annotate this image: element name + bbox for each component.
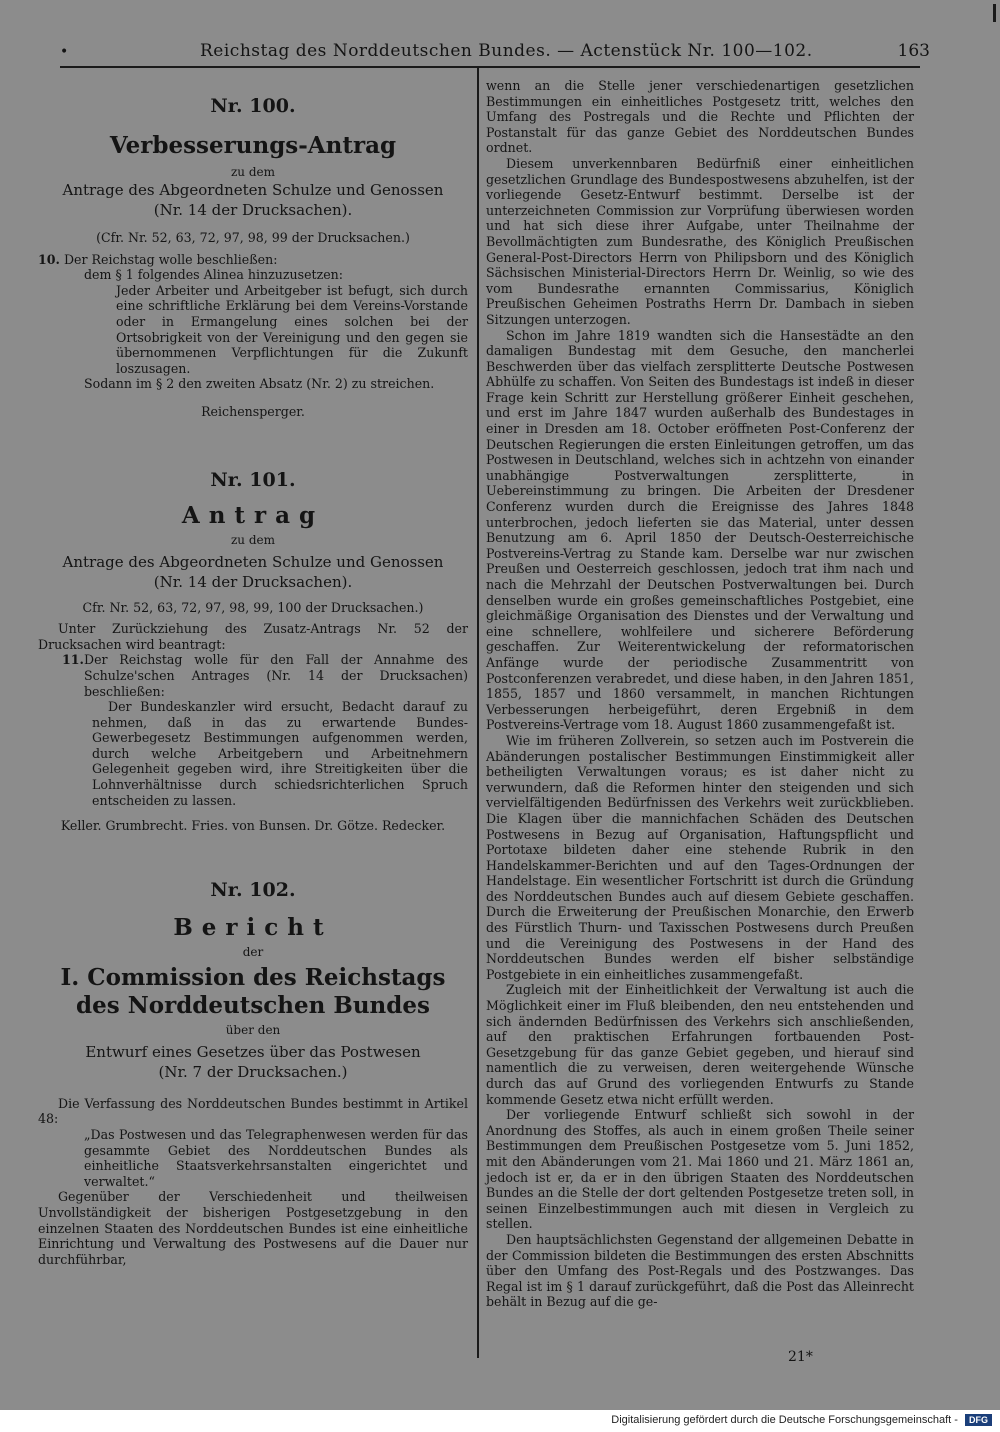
credit-text: Digitalisierung gefördert durch die Deutsche Forschungsgemeinschaft - bbox=[611, 1414, 958, 1426]
paragraph: Diesem unverkennbaren Bedürfniß einer einheitlichen gesetzlichen Grundlage des Bundespostwesens abzuhelfen, ist der vorliegende Gesetz-Entwurf bestimmt. Derselbe ist der unterzeichneten Commission zur Vorprüfung überwiesen worden und hat sich diese ihrer Aufgabe, unter Theilnahme der Bevollmächtigten zum Bundesrathe, des Königlich Preußischen General-Post-Directors Herrn von Philipsborn und des Königlich Sächsischen Ministerial-Directors Herrn Dr. Weinlig, so wie des vom Bundesrathe ernannten Commissarius, Königlich Preußischen Geheimen Postraths Herrn Dr. Dambach in sieben Sitzungen unterzogen. bbox=[486, 155, 914, 327]
dfg-logo: DFG bbox=[965, 1414, 992, 1426]
section-cfr: (Cfr. Nr. 52, 63, 72, 97, 98, 99 der Drucksachen.) bbox=[96, 230, 410, 245]
intro-paragraph: Unter Zurückziehung des Zusatz-Antrags Nr. 52 der Drucksachen wird beantragt: bbox=[38, 621, 468, 652]
header-marker: • bbox=[60, 44, 69, 60]
section-nr-102 bbox=[38, 878, 468, 1268]
quote: „Das Postwesen und das Telegraphenwesen werden für das gesammte Gebiet des Norddeutschen Bundes als einheitliche Staatsverkehrsanstalten eingerichtet und verwaltet.“ bbox=[84, 1127, 468, 1189]
paragraph: Der vorliegende Entwurf schließt sich sowohl in der Anordnung des Stoffes, als auch in einem großen Theile seiner Bestimmungen dem Preußischen Postgesetze vom 5. Juni 1852, mit den Abänderungen vom 21. Mai 1860 und 21. März 1861 an, jedoch ist er, da er in den übrigen Staaten des Norddeutschen Bundes an die Stelle der dort geltenden Postgesetze treten soll, in seinen Einzelbestimmungen auch mit diesen in Vergleich zu stellen. bbox=[486, 1107, 914, 1232]
motion-quote: Jeder Arbeiter und Arbeitgeber ist befugt, sich durch eine schriftliche Erklärung bei dem Vereins-Vorstande oder in Ermangelung eines solchen bei der Ortsobrigkeit von der Vereinigung und den gegen sie übernommenen Verpflichtungen für die Zukunft loszusagen. bbox=[116, 282, 468, 376]
header-rule bbox=[60, 66, 920, 68]
section-title: Antrag bbox=[181, 501, 325, 529]
section-title: Bericht bbox=[173, 913, 333, 941]
section-der: der bbox=[242, 944, 264, 959]
section-ueber: über den bbox=[225, 1022, 281, 1037]
motion-number: 10. bbox=[38, 251, 60, 267]
section-subtitle-2: (Nr. 14 der Drucksachen). bbox=[153, 572, 353, 591]
digitization-credit bbox=[611, 1414, 992, 1426]
paragraph: Schon im Jahre 1819 wandten sich die Hansestädte an den damaligen Bundestag mit dem Gesuche, den mancherlei Beschwerden über das vielfach zersplitterte Deutsche Postwesen Abhülfe zu schaffen. Von Seiten des Bundestags ist indeß in dieser Frage kein Schritt zur Herstellung größerer Einheit geschehen, und erst im Jahre 1847 wurden außerhalb des Bundestages in einer in Dresden am 18. October eröffneten Post-Conferenz der Deutschen Regierungen die ersten Einleitungen getroffen, um das Postwesen in Deutschland, welches sich in achtzehn von einander unabhängige Postverwaltungen zersplitterte, in Uebereinstimmung zu bringen. Die Arbeiten der Dresdener Conferenz wurden durch die Ereignisse des Jahres 1848 unterbrochen, jedoch lieferten sie das Material, unter dessen Benutzung am 6. April 1850 der Deutsch-Oesterreichische Postvereins-Vertrag zu Stande kam. Derselbe war nur zwischen Preußen und Oesterreich geschlossen, jedoch trat ihm nach und nach die Mehrzahl der Deutschen Postverwaltungen bei. Durch denselben wurde ein großes gemeinschaftliches Postgebiet, eine gleichmäßige Organisation des Dienstes und der Verwaltung und eine schnellere, wohlfeilere und sicherere Beförderung geschaffen. Zur Weiterentwickelung der reformatorischen Anfänge wurde der periodische Zusammentritt von Postconferenzen verabredet, und diese haben, in den Jahren 1851, 1855, 1857 und 1860 versammelt, in manchen Richtungen Verbesserungen herbeigeführt, deren Ergebniß in dem Postvereins-Vertrage vom 18. August 1860 zusammengefaßt ist. bbox=[486, 327, 914, 733]
signature: Reichensperger. bbox=[201, 403, 305, 419]
motion-text: Der Reichstag wolle für den Fall der Annahme des Schulze'schen Antrages (Nr. 14 der Drucksachen) beschließen: bbox=[84, 652, 468, 699]
section-zu-dem: zu dem bbox=[230, 532, 276, 547]
column-rule bbox=[477, 68, 479, 1358]
left-column bbox=[38, 94, 468, 1267]
motion-text-2: dem § 1 folgendes Alinea hinzuzusetzen: bbox=[84, 267, 344, 283]
section-subtitle-2: (Nr. 7 der Drucksachen.) bbox=[158, 1062, 348, 1081]
section-cfr: Cfr. Nr. 52, 63, 72, 97, 98, 99, 100 der Drucksachen.) bbox=[82, 599, 424, 615]
section-zu-dem: zu dem bbox=[230, 165, 276, 179]
sheet-signature: 21* bbox=[788, 1349, 813, 1365]
commission-title: I. Commission des Reichstags des Norddeutschen Bundes bbox=[60, 963, 446, 1019]
paragraph: Gegenüber der Verschiedenheit und theilweisen Unvollständigkeit der bisherigen Postgesetzgebung in den einzelnen Staaten des Norddeutschen Bundes ist eine einheitliche Einrichtung und Verwaltung des Postwesens auf die Dauer nur durchführbar, bbox=[38, 1189, 468, 1267]
section-heading: Nr. 101. bbox=[210, 468, 296, 491]
paragraph: Wie im früheren Zollverein, so setzen auch im Postverein die Abänderungen postalischer Bestimmungen Einstimmigkeit aller betheiligten Verwaltungen voraus; es ist daher nicht zu verwundern, daß die Reformen hinter den steigenden und sich vervielfältigenden Bedürfnissen des Verkehrs weit zurückblieben. Die Klagen über die mannichfachen Schäden des Deutschen Postwesens in Bezug auf Organisation, Haftungspflicht und Portotaxe bildeten daher eine stehende Rubrik in den Handelskammer-Berichten und auf den Tages-Ordnungen der Handelstage. Ein wesentlicher Fortschritt ist durch die Gründung des Norddeutschen Bundes auch auf diesem Gebiete geschaffen. Durch die Erweiterung der Preußischen Monarchie, den Erwerb des Fürstlich Thurn- und Taxisschen Postwesens durch Preußen und die Vereinigung des Postwesens in der Hand des Norddeutschen Bundes werden elf bisher selbständige Postgebiete in ein einheitliches zusammengefaßt. bbox=[486, 732, 914, 982]
section-nr-101 bbox=[38, 468, 468, 834]
section-subtitle: Entwurf eines Gesetzes über das Postwesen bbox=[85, 1042, 421, 1061]
section-subtitle: Antrage des Abgeordneten Schulze und Genossen bbox=[62, 552, 444, 571]
section-nr-100 bbox=[38, 94, 468, 420]
scan-edge-mark bbox=[993, 4, 996, 22]
paragraph: wenn an die Stelle jener verschiedenartigen gesetzlichen Bestimmungen ein einheitliches Postgesetz tritt, welches den Umfang des Postregals und die Rechte und Pflichten der Postanstalt für das ganze Gebiet des Norddeutschen Bundes ordnet. bbox=[486, 78, 914, 156]
paragraph: Den hauptsächlichsten Gegenstand der allgemeinen Debatte in der Commission bildeten die Bestimmungen des ersten Abschnitts über den Umfang des Post-Regals und des Postzwanges. Das Regal ist im § 1 darauf zurückgeführt, daß die Post das Alleinrecht behält in Bezug auf die ge- bbox=[486, 1231, 914, 1310]
signers: Keller. Grumbrecht. Fries. von Bunsen. Dr. Götze. Redecker. bbox=[60, 818, 446, 834]
section-heading: Nr. 102. bbox=[210, 878, 296, 901]
motion-text: Der Reichstag wolle beschließen: bbox=[63, 251, 278, 267]
header-title: Reichstag des Norddeutschen Bundes. — Actenstück Nr. 100—102. bbox=[200, 41, 813, 61]
motion-line bbox=[38, 252, 468, 268]
running-header bbox=[30, 38, 930, 66]
motion-text-3: Sodann im § 2 den zweiten Absatz (Nr. 2) zu streichen. bbox=[84, 376, 435, 392]
section-heading: Nr. 100. bbox=[210, 95, 296, 117]
section-title: Verbesserungs-Antrag bbox=[109, 132, 397, 159]
paragraph: Zugleich mit der Einheitlichkeit der Verwaltung ist auch die Möglichkeit einer im Fluß bleibenden, den neu entstehenden und sich ändernden Bedürfnissen des Verkehrs sich anschließenden, auf den praktischen Erfahrungen fortbauenden Post-Gesetzgebung für das ganze Gebiet gegeben, und hierauf sind namentlich die zu verweisen, deren weitergehende Wünsche durch das auf Grund des vorliegenden Entwurfs zu Stande kommende Gesetz etwa nicht erfüllt werden. bbox=[486, 982, 914, 1107]
motion-number: 11. bbox=[62, 652, 84, 668]
section-subtitle: Antrage des Abgeordneten Schulze und Genossen bbox=[62, 181, 444, 199]
motion-quote: Der Bundeskanzler wird ersucht, Bedacht darauf zu nehmen, daß in das zu erwartende Bundes-Gewerbegesetz Bestimmungen aufgenommen werden, durch welche Arbeitgebern und Arbeitnehmern Gelegenheit gegeben wird, ihre Streitigkeiten über die Lohnverhältnisse durch schiedsrichterlichen Spruch entscheiden zu lassen. bbox=[92, 699, 468, 808]
right-column bbox=[486, 78, 914, 1310]
section-subtitle-2: (Nr. 14 der Drucksachen). bbox=[153, 201, 353, 219]
motion-line bbox=[38, 652, 468, 699]
header-page-number: 163 bbox=[897, 41, 930, 61]
paragraph: Die Verfassung des Norddeutschen Bundes bestimmt in Artikel 48: bbox=[38, 1095, 468, 1127]
